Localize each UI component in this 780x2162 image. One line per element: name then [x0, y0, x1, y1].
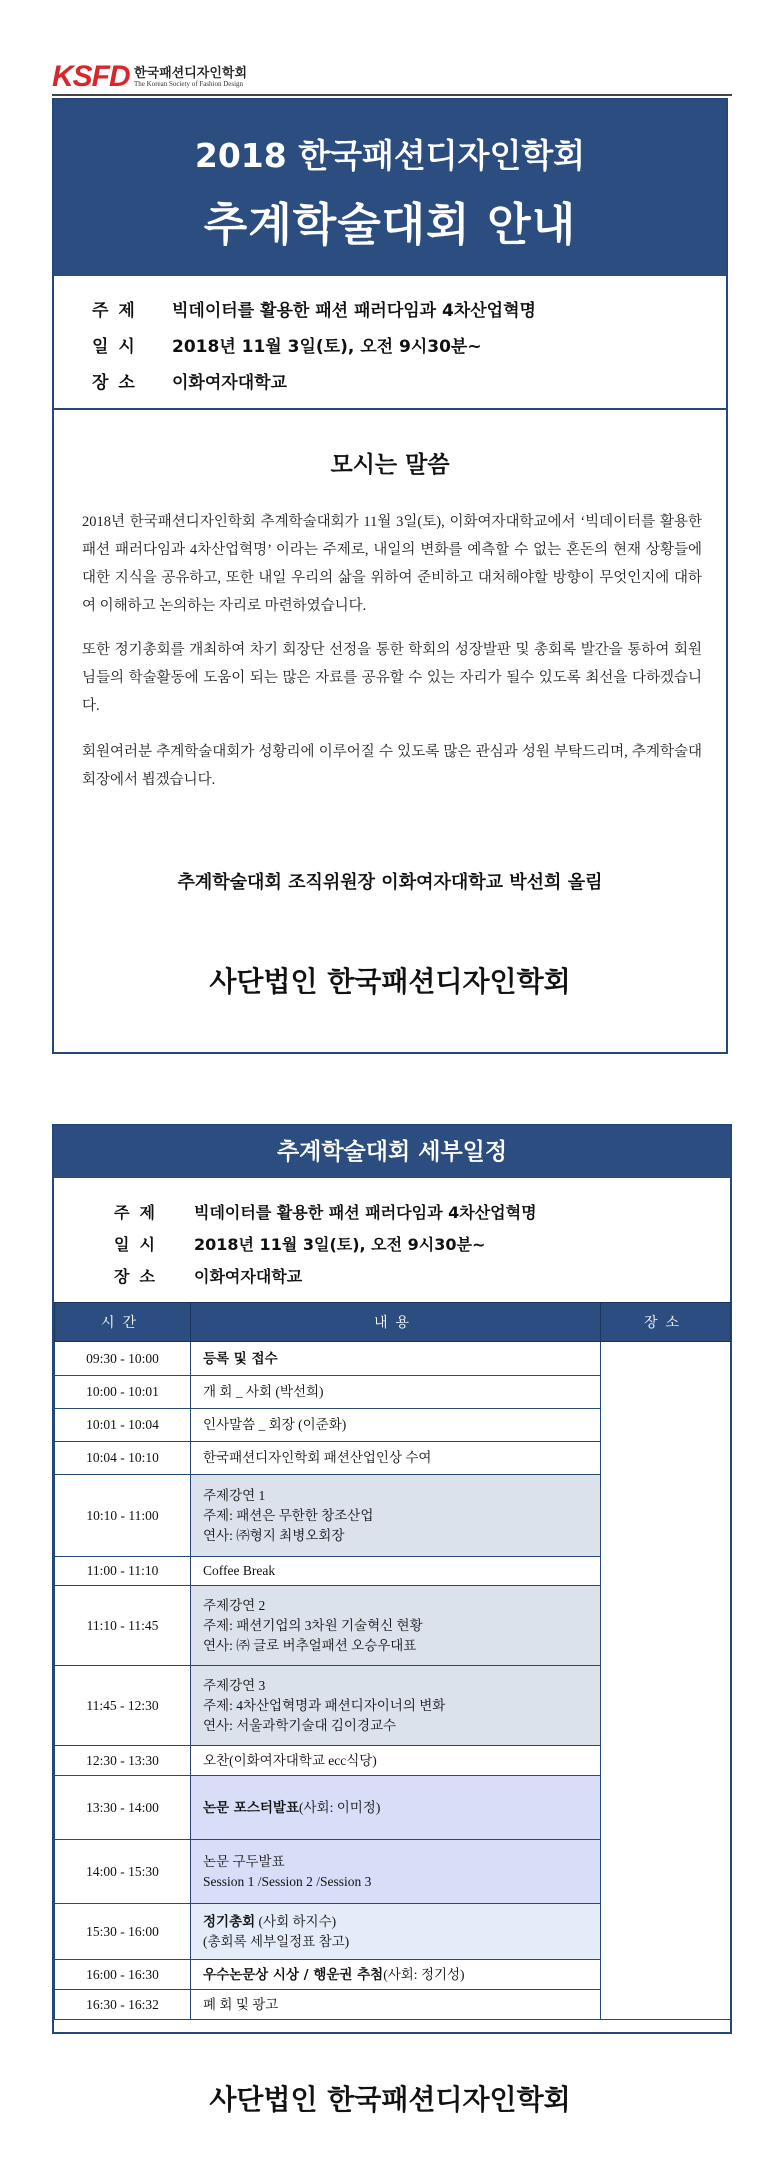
row-content: 논문 구두발표 Session 1 /Session 2 /Session 3 [191, 1840, 601, 1904]
row-content: 인사말씀 _ 회장 (이준화) [191, 1409, 601, 1442]
place-cell [601, 1342, 731, 2020]
row-time: 12:30 - 13:30 [55, 1746, 191, 1776]
logo-mark: KSFD [52, 60, 130, 93]
invitation-card [52, 98, 728, 1054]
info-datetime [114, 1232, 485, 1255]
association-name: 사단법인 한국패션디자인학회 [209, 965, 571, 998]
info-label: 장소 [92, 373, 145, 393]
row-time: 10:00 - 10:01 [55, 1376, 191, 1409]
row-content: 주제강연 3 주제: 4차산업혁명과 패션디자이너의 변화 연사: 서울과학기술대 김이경교수 [191, 1666, 601, 1746]
info-value: 2018년 11월 3일(토), 오전 9시30분~ [194, 1235, 486, 1254]
info-label: 주제 [114, 1203, 165, 1222]
row-time: 11:00 - 11:10 [55, 1557, 191, 1586]
paragraph-1: 2018년 한국패션디자인학회 추계학술대회가 11월 3일(토), 이화여자대학교에서 ‘빅데이터를 활용한 패션 패러다임과 4차산업혁명’ 이라는 주제로, 내일의 변화를 예측할 수 없는 혼돈의 현재 상황들에 대한 지식을 공유하고, 또한 내일 우리의 삶을 위하여 준비하고 대처해야할 방향이 무엇인지에 대하여 이해하고 논의하는 자리로 마련하였습니다. [82, 514, 702, 614]
info-topic [114, 1200, 537, 1223]
paragraph-3: 회원여러분 추계학술대회가 성황리에 이루어질 수 있도록 많은 관심과 성원 부탁드리며, 추계학술대회장에서 뵙겠습니다. [82, 744, 702, 788]
column-header-content: 내용 [191, 1303, 601, 1342]
banner-year-line: 2018 한국패션디자인학회 [194, 136, 586, 175]
row-content: Coffee Break [191, 1557, 601, 1586]
row-content: 정기총회 (사회 하지수) (총회록 세부일정표 참고) [191, 1904, 601, 1960]
table-row [55, 1342, 731, 1376]
info-value: 빅데이터를 활용한 패션 패러다임과 4차산업혁명 [172, 301, 536, 321]
row-time: 13:30 - 14:00 [55, 1776, 191, 1840]
schedule-table [54, 1302, 731, 2020]
greeting-title: 모시는 말씀 [330, 452, 450, 478]
row-content: 개 회 _ 사회 (박선희) [191, 1376, 601, 1409]
info-value: 이화여자대학교 [194, 1267, 303, 1286]
row-time: 11:45 - 12:30 [55, 1666, 191, 1746]
info-value: 이화여자대학교 [172, 373, 287, 393]
row-content: 논문 포스터발표(사회: 이미정) [191, 1776, 601, 1840]
paragraph-2: 또한 정기총회를 개최하여 차기 회장단 선정을 통한 학회의 성장발판 및 총회록 발간을 통하여 회원님들의 학술활동에 도움이 되는 많은 자료를 공유할 수 있는 자리가 될수 있도록 최선을 다하겠습니다. [82, 642, 702, 714]
info-label: 일시 [114, 1235, 165, 1254]
footer-association-name: 사단법인 한국패션디자인학회 [209, 2083, 571, 2116]
schedule-info [54, 1178, 730, 1302]
signoff: 추계학술대회 조직위원장 이화여자대학교 박선희 올림 [177, 872, 603, 893]
banner-title: 추계학술대회 안내 [203, 198, 577, 251]
row-content: 한국패션디자인학회 패션산업인상 수여 [191, 1442, 601, 1475]
info-place [92, 368, 287, 393]
info-place [114, 1264, 302, 1287]
schedule-banner: 추계학술대회 세부일정 [54, 1126, 730, 1178]
row-time: 09:30 - 10:00 [55, 1342, 191, 1376]
row-content: 우수논문상 시상 / 행운권 추첨(사회: 정기성) [191, 1960, 601, 1990]
info-datetime [92, 332, 482, 357]
row-content: 등록 및 접수 [191, 1342, 601, 1376]
row-time: 10:10 - 11:00 [55, 1475, 191, 1557]
header-logo [52, 58, 732, 96]
row-time: 11:10 - 11:45 [55, 1586, 191, 1666]
schedule-card [52, 1124, 732, 2034]
row-time: 16:00 - 16:30 [55, 1960, 191, 1990]
info-topic [92, 296, 536, 321]
invitation-banner [54, 100, 726, 276]
info-label: 장소 [114, 1267, 165, 1286]
info-value: 2018년 11월 3일(토), 오전 9시30분~ [172, 337, 482, 357]
row-time: 16:30 - 16:32 [55, 1990, 191, 2020]
column-header-place: 장소 [601, 1303, 731, 1342]
event-info [54, 276, 726, 410]
info-label: 주제 [92, 301, 145, 321]
logo-subtitle: The Korean Society of Fashion Design [134, 80, 244, 88]
row-time: 10:01 - 10:04 [55, 1409, 191, 1442]
info-label: 일시 [92, 337, 145, 357]
row-time: 15:30 - 16:00 [55, 1904, 191, 1960]
row-content: 주제강연 2 주제: 패션기업의 3차원 기술혁신 현황 연사: ㈜ 글로 버추얼패션 오승우대표 [191, 1586, 601, 1666]
info-value: 빅데이터를 활용한 패션 패러다임과 4차산업혁명 [194, 1203, 537, 1222]
row-time: 10:04 - 10:10 [55, 1442, 191, 1475]
row-content: 주제강연 1 주제: 패션은 무한한 창조산업 연사: ㈜형지 최병오회장 [191, 1475, 601, 1557]
row-time: 14:00 - 15:30 [55, 1840, 191, 1904]
column-header-time: 시간 [55, 1303, 191, 1342]
logo-name: 한국패션디자인학회 [134, 66, 248, 81]
table-header-row [55, 1303, 731, 1342]
row-content: 폐 회 및 광고 [191, 1990, 601, 2020]
row-content: 오찬(이화여자대학교 ecc식당) [191, 1746, 601, 1776]
